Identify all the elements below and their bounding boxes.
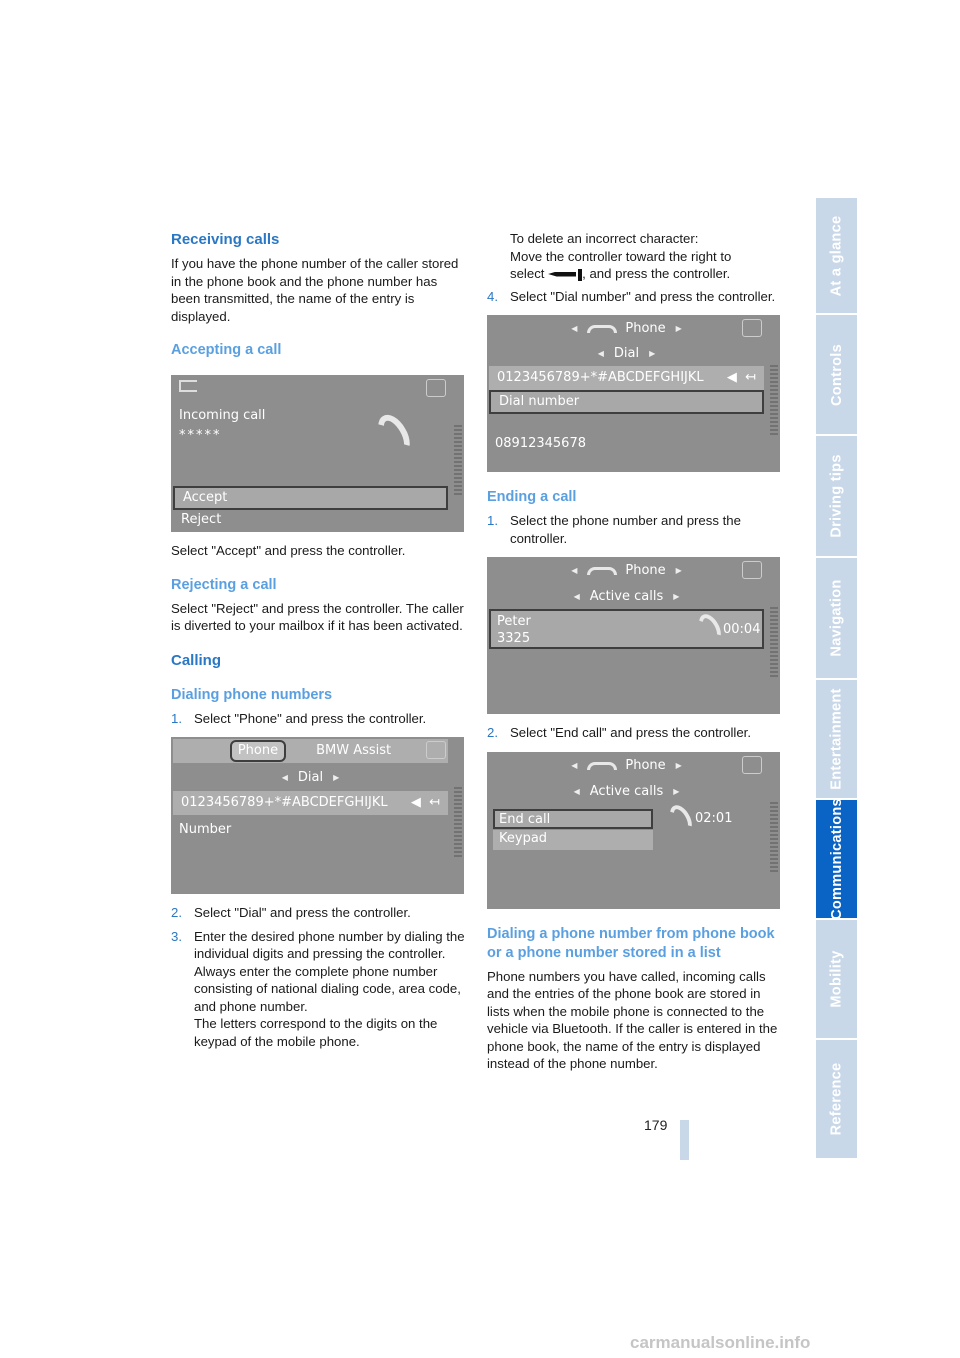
dial-step-4: 4. Select "Dial number" and press the controller. bbox=[487, 288, 776, 304]
end-call-screen: ◀ Phone ▶ ◀ Active calls ▶ End call Keypad 02:01 bbox=[487, 752, 780, 909]
active-call-entry bbox=[489, 609, 764, 649]
controller-icon bbox=[426, 379, 446, 397]
heading-accepting-call: Accepting a call bbox=[171, 342, 282, 358]
heading-dial-from-list: Dialing a phone number from phone book or a phone number stored in a list bbox=[487, 925, 775, 961]
reject-option: Reject bbox=[181, 512, 222, 528]
tab-reference[interactable]: Reference bbox=[816, 1040, 857, 1160]
handset-icon bbox=[666, 801, 697, 836]
dial-from-list-text: Phone numbers you have called, incoming calls and the entries of the phone book are stored in lists when the mobile phone is connected to the vehicle via Bluetooth. If the caller is entered in the phone book, the name of the entry is displayed instead of the phone number. bbox=[487, 968, 778, 1071]
active-calls-menu: Active calls bbox=[589, 783, 664, 799]
section-tabs bbox=[816, 198, 857, 1160]
digit-selector: 0123456789+*#ABCDEFGHIJKL bbox=[181, 795, 388, 811]
phone-title: Phone bbox=[625, 321, 666, 337]
footer-watermark: carmanualsonline.info bbox=[630, 1333, 811, 1352]
tab-navigation[interactable]: Navigation bbox=[816, 558, 857, 680]
tab-driving-tips[interactable]: Driving tips bbox=[816, 436, 857, 558]
phone-icon bbox=[587, 762, 617, 770]
tab-controls[interactable]: Controls bbox=[816, 315, 857, 436]
phone-icon bbox=[587, 325, 617, 333]
call-duration: 02:01 bbox=[695, 810, 733, 826]
heading-receiving-calls: Receiving calls bbox=[171, 231, 280, 248]
entered-number: 08912345678 bbox=[495, 436, 586, 451]
tab-communications[interactable]: Communications bbox=[816, 800, 857, 920]
caller-name: Peter bbox=[497, 614, 531, 629]
keypad-arrows-icon: ◀ ↤ bbox=[726, 370, 756, 386]
handset-icon bbox=[372, 409, 417, 460]
page-marker bbox=[680, 1120, 689, 1160]
left-column bbox=[171, 230, 466, 1050]
tab-entertainment[interactable]: Entertainment bbox=[816, 680, 857, 800]
controller-icon bbox=[742, 319, 762, 337]
controller-icon bbox=[426, 741, 446, 759]
caller-number: 3325 bbox=[497, 631, 531, 646]
receiving-calls-text: If you have the phone number of the caller stored in the phone book and the phone number has been transmitted, the name of the entry is displayed. bbox=[171, 256, 459, 324]
end-call-option: End call bbox=[493, 809, 653, 829]
dial-step-1: 1. Select "Phone" and press the controller. bbox=[171, 710, 427, 726]
phone-icon bbox=[587, 567, 617, 575]
heading-calling: Calling bbox=[171, 651, 222, 669]
end-step-1: 1. Select the phone number and press the controller. bbox=[487, 513, 741, 546]
accept-instruction: Select "Accept" and press the controller. bbox=[171, 543, 406, 558]
delete-text-2: Move the controller toward the right to bbox=[510, 248, 732, 264]
tab-at-a-glance[interactable]: At a glance bbox=[816, 198, 857, 315]
digit-selector: 0123456789+*#ABCDEFGHIJKL bbox=[497, 370, 704, 386]
active-calls-menu: Active calls bbox=[589, 589, 664, 605]
accept-option: Accept bbox=[173, 486, 448, 510]
heading-rejecting-call: Rejecting a call bbox=[171, 576, 277, 593]
phone-dial-screen: Phone BMW Assist ◀ Dial ▶ 0123456789+*#ABCDEFGHIJKL ◀ ↤ Number bbox=[171, 737, 464, 894]
heading-ending-call: Ending a call bbox=[487, 489, 577, 505]
reject-instruction: Select "Reject" and press the controller. The caller is diverted to your mailbox if it has been activated. bbox=[171, 600, 464, 633]
call-duration: 00:04 bbox=[723, 622, 761, 637]
dial-menu: Dial bbox=[613, 346, 640, 362]
dial-number-screen: ◀ Phone ▶ ◀ Dial ▶ 0123456789+*#ABCDEFGHIJKL ◀ ↤ Dial number 08912345678 bbox=[487, 315, 780, 472]
tab-bmw-assist: BMW Assist bbox=[316, 743, 392, 759]
number-label: Number bbox=[179, 822, 232, 837]
handset-icon bbox=[695, 611, 726, 646]
tab-phone: Phone bbox=[230, 740, 286, 762]
incoming-call-label: Incoming call bbox=[179, 408, 266, 423]
heading-dialing-numbers: Dialing phone numbers bbox=[171, 686, 333, 703]
page-number: 179 bbox=[644, 1117, 668, 1133]
dial-number-option: Dial number bbox=[489, 390, 764, 414]
tab-mobility[interactable]: Mobility bbox=[816, 920, 857, 1040]
right-column: To delete an incorrect character: Move the controller toward the right to select , and press the controller. 4. Select "Dial number" and press the controller. ◀ Phone ▶ ◀ Dial ▶ 0123456789+*#ABCDEFGHIJKL ◀ ↤ Dial number 08912345678 Ending a call 1. Select the phone number and press the controller. ◀ Phone ▶ ◀ Active calls ▶ Peter 3325 00:04 2. Select "End call" and press the controller. ◀ Phone ▶ ◀ Active calls ▶ End call Keypad 02:01 Dialing a phone number from phone book or a phone number stored in a list Phone numbers you have called, incoming calls and the entries of the phone book are stored in lists when the mobile phone is connected to the vehicle via Bluetooth. If the caller is entered in the phone book, the name of the entry is displayed instead of the phone number. bbox=[487, 230, 782, 1073]
dial-menu: Dial bbox=[297, 770, 324, 786]
dial-step-2: 2. Select "Dial" and press the controller. bbox=[171, 905, 411, 920]
caller-stars: ***** bbox=[179, 428, 222, 443]
keypad-arrows-icon: ◀ ↤ bbox=[410, 795, 440, 811]
active-call-screen: ◀ Phone ▶ ◀ Active calls ▶ Peter 3325 00:04 bbox=[487, 557, 780, 714]
dial-step-3: 3. Enter the desired phone number by dialing the individual digits and pressing the controller. Always enter the complete phone number consisting of national dialing code, area code, and phone number. The letters correspond to the digits on the keypad of the mobile phone. bbox=[171, 928, 465, 1049]
accept-call-screen bbox=[171, 375, 464, 532]
delete-text-1: To delete an incorrect character: bbox=[510, 231, 699, 246]
end-step-2: 2. Select "End call" and press the controller. bbox=[487, 725, 752, 740]
back-icon bbox=[179, 380, 197, 392]
backspace-icon bbox=[548, 269, 582, 281]
controller-icon bbox=[742, 756, 762, 774]
controller-icon bbox=[742, 561, 762, 579]
keypad-option: Keypad bbox=[493, 830, 653, 850]
